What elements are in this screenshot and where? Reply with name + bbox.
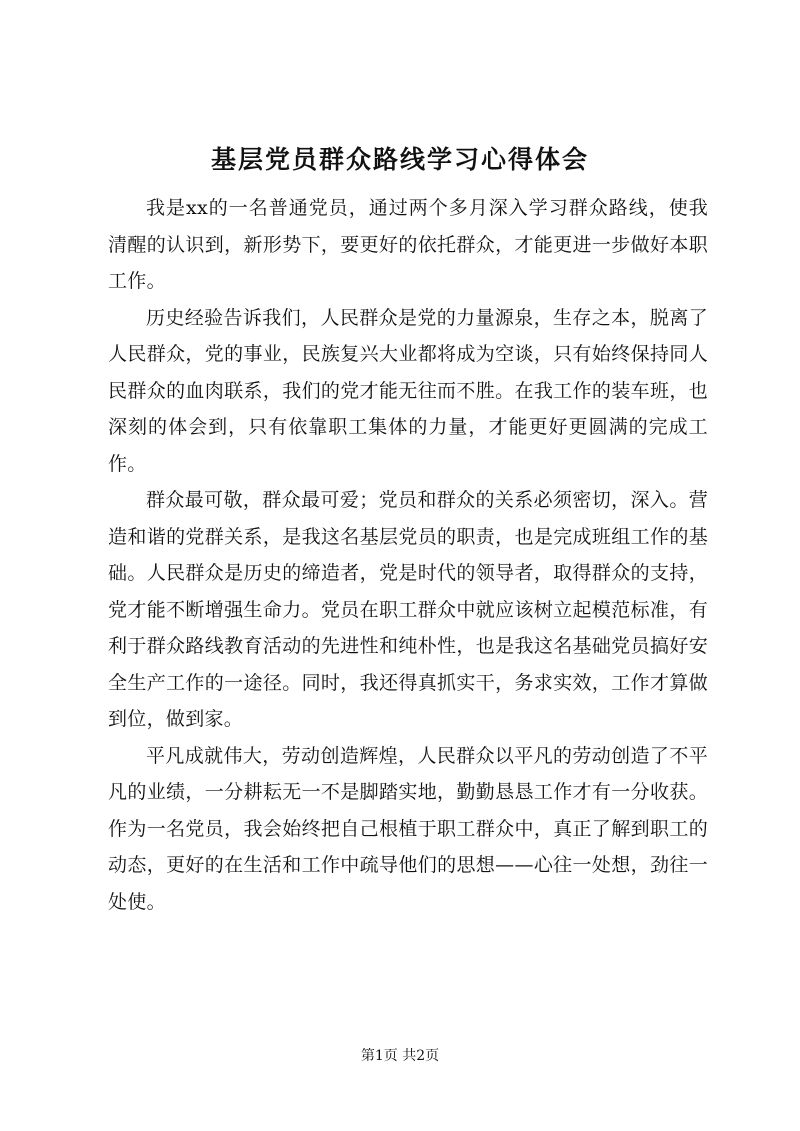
page-number-footer: 第1页 共2页	[360, 1048, 440, 1064]
paragraph-2: 历史经验告诉我们，人民群众是党的力量源泉，生存之本，脱离了人民群众，党的事业，民族复兴大业都将成为空谈，只有始终保持同人民群众的血肉联系，我们的党才能无往而不胜。在我工作的装车班，也深刻的体会到，只有依靠职工集体的力量，才能更好更圆满的完成工作。	[108, 306, 708, 475]
paragraph-3: 群众最可敬，群众最可爱；党员和群众的关系必须密切，深入。营造和谐的党群关系，是我这名基层党员的职责，也是完成班组工作的基础。人民群众是历史的缔造者，党是时代的领导者，取得群众的支持，党才能不断增强生命力。党员在职工群众中就应该树立起模范标准，有利于群众路线教育活动的先进性和纯朴性，也是我这名基础党员搞好安全生产工作的一途径。同时，我还得真抓实干，务求实效，工作才算做到位，做到家。	[108, 489, 708, 730]
document-body	[108, 190, 708, 920]
document-title: 基层党员群众路线学习心得体会	[210, 145, 589, 174]
paragraph-1: 我是xx的一名普通党员，通过两个多月深入学习群众路线，使我清醒的认识到，新形势下，要更好的依托群众，才能更进一步做好本职工作。	[108, 197, 708, 292]
paragraph-4: 平凡成就伟大，劳动创造辉煌，人民群众以平凡的劳动创造了不平凡的业绩，一分耕耘无一不是脚踏实地，勤勤恳恳工作才有一分收获。作为一名党员，我会始终把自己根植于职工群众中，真正了解到职工的动态，更好的在生活和工作中疏导他们的思想——心往一处想，劲往一处使。	[108, 744, 708, 913]
